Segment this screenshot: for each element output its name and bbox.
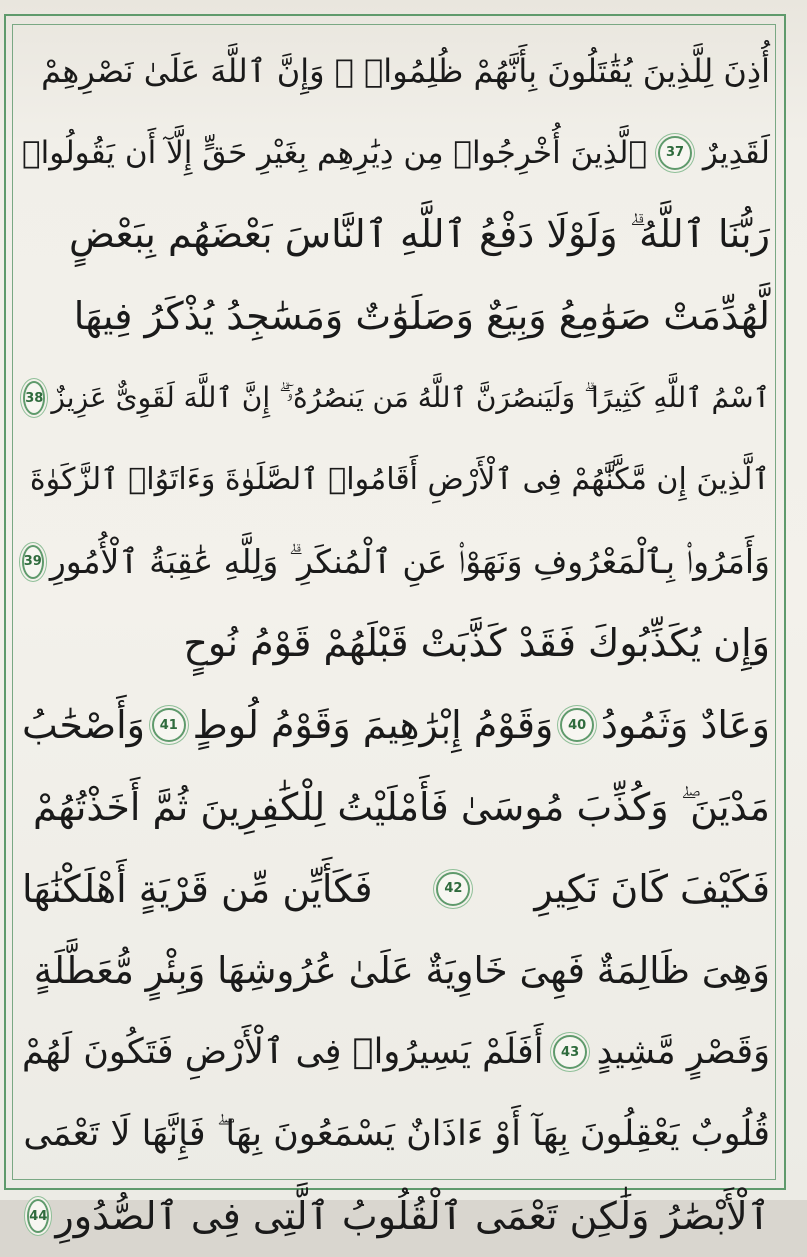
text-line <box>22 30 770 112</box>
ayah-number-marker: 41 <box>152 708 186 742</box>
text-line <box>22 766 770 848</box>
verse-text: وَأَمَرُوا۟ بِٱلْمَعْرُوفِ وَنَهَوْا۟ عَنِ ٱلْمُنكَرِ ۗ وَلِلَّهِ عَٰقِبَةُ ٱلْأُمُورِ <box>49 541 770 581</box>
ayah-number-marker: 44 <box>27 1199 49 1233</box>
text-line <box>22 521 770 603</box>
verse-text: ٱلْأَبْصَٰرُ وَلَٰكِن تَعْمَى ٱلْقُلُوبُ ٱلَّتِى فِى ٱلصُّدُورِ <box>55 1194 770 1239</box>
verse-text: لَقَدِيرٌ <box>702 134 770 171</box>
text-line <box>22 684 770 766</box>
verse-text: وَعَادٌ وَثَمُودُ <box>600 703 770 748</box>
verse-text: ٱلَّذِينَ إِن مَّكَّنَّٰهُمْ فِى ٱلْأَرْضِ أَقَامُوا۟ ٱلصَّلَوٰةَ وَءَاتَوُا۟ ٱلزَّكَوٰةَ <box>29 462 770 498</box>
ayah-number-marker: 39 <box>22 545 44 579</box>
verse-text: أَفَلَمْ يَسِيرُوا۟ فِى ٱلْأَرْضِ فَتَكُونَ لَهُمْ <box>22 1032 544 1073</box>
verse-text: وَإِن يُكَذِّبُوكَ فَقَدْ كَذَّبَتْ قَبْلَهُمْ قَوْمُ نُوحٍ <box>183 621 770 666</box>
verse-text: مَدْيَنَ ۖ وَكُذِّبَ مُوسَىٰ فَأَمْلَيْتُ لِلْكَٰفِرِينَ ثُمَّ أَخَذْتُهُمْ <box>33 784 770 829</box>
text-line <box>22 930 770 1012</box>
text-line <box>22 1012 770 1094</box>
verse-text: وَقَصْرٍ مَّشِيدٍ <box>596 1032 770 1073</box>
text-line <box>22 275 770 357</box>
verse-text: فَكَيْفَ كَانَ نَكِيرِ <box>534 866 770 911</box>
ayah-number-marker: 42 <box>436 872 470 906</box>
verse-text: فَكَأَيِّن مِّن قَرْيَةٍ أَهْلَكْنَٰهَا <box>22 866 373 911</box>
text-line <box>22 1175 770 1257</box>
ayah-number-marker: 37 <box>658 136 692 170</box>
verse-text: ٱلَّذِينَ أُخْرِجُوا۟ مِن دِيَٰرِهِم بِغَيْرِ حَقٍّ إِلَّآ أَن يَقُولُوا۟ <box>22 134 648 171</box>
surah-text-block <box>22 30 770 1239</box>
text-line <box>22 848 770 930</box>
verse-text: قُلُوبٌ يَعْقِلُونَ بِهَآ أَوْ ءَاذَانٌ يَسْمَعُونَ بِهَا ۖ فَإِنَّهَا لَا تَعْمَى <box>23 1114 770 1155</box>
text-line <box>22 603 770 685</box>
verse-text: وَأَصْحَٰبُ <box>22 703 146 748</box>
verse-text: وَقَوْمُ إِبْرَٰهِيمَ وَقَوْمُ لُوطٍ <box>192 703 554 748</box>
text-line <box>22 357 770 439</box>
verse-text: وَهِىَ ظَالِمَةٌ فَهِىَ خَاوِيَةٌ عَلَىٰ عُرُوشِهَا وَبِئْرٍ مُّعَطَّلَةٍ <box>33 949 770 993</box>
verse-text: رَبُّنَا ٱللَّهُ ۗ وَلَوْلَا دَفْعُ ٱللَّهِ ٱلنَّاسَ بَعْضَهُم بِبَعْضٍ <box>68 211 770 256</box>
text-line <box>22 112 770 194</box>
text-line <box>22 194 770 276</box>
text-line <box>22 1093 770 1175</box>
verse-text: لَّهُدِّمَتْ صَوَٰمِعُ وَبِيَعٌ وَصَلَوَٰتٌ وَمَسَٰجِدُ يُذْكَرُ فِيهَا <box>73 294 770 339</box>
text-line <box>22 439 770 521</box>
ayah-number-marker: 40 <box>560 708 594 742</box>
ayah-number-marker: 43 <box>553 1035 587 1069</box>
ayah-number-marker: 38 <box>23 381 45 415</box>
verse-text: ٱسْمُ ٱللَّهِ كَثِيرًا ۗ وَلَيَنصُرَنَّ ٱللَّهُ مَن يَنصُرُهُۥٓ ۗ إِنَّ ٱللَّهَ لَقَوِىٌّ عَزِيزٌ <box>51 381 770 415</box>
verse-text: أُذِنَ لِلَّذِينَ يُقَٰتَلُونَ بِأَنَّهُمْ ظُلِمُوا۟ ۚ وَإِنَّ ٱللَّهَ عَلَىٰ نَصْرِهِمْ <box>41 51 770 90</box>
